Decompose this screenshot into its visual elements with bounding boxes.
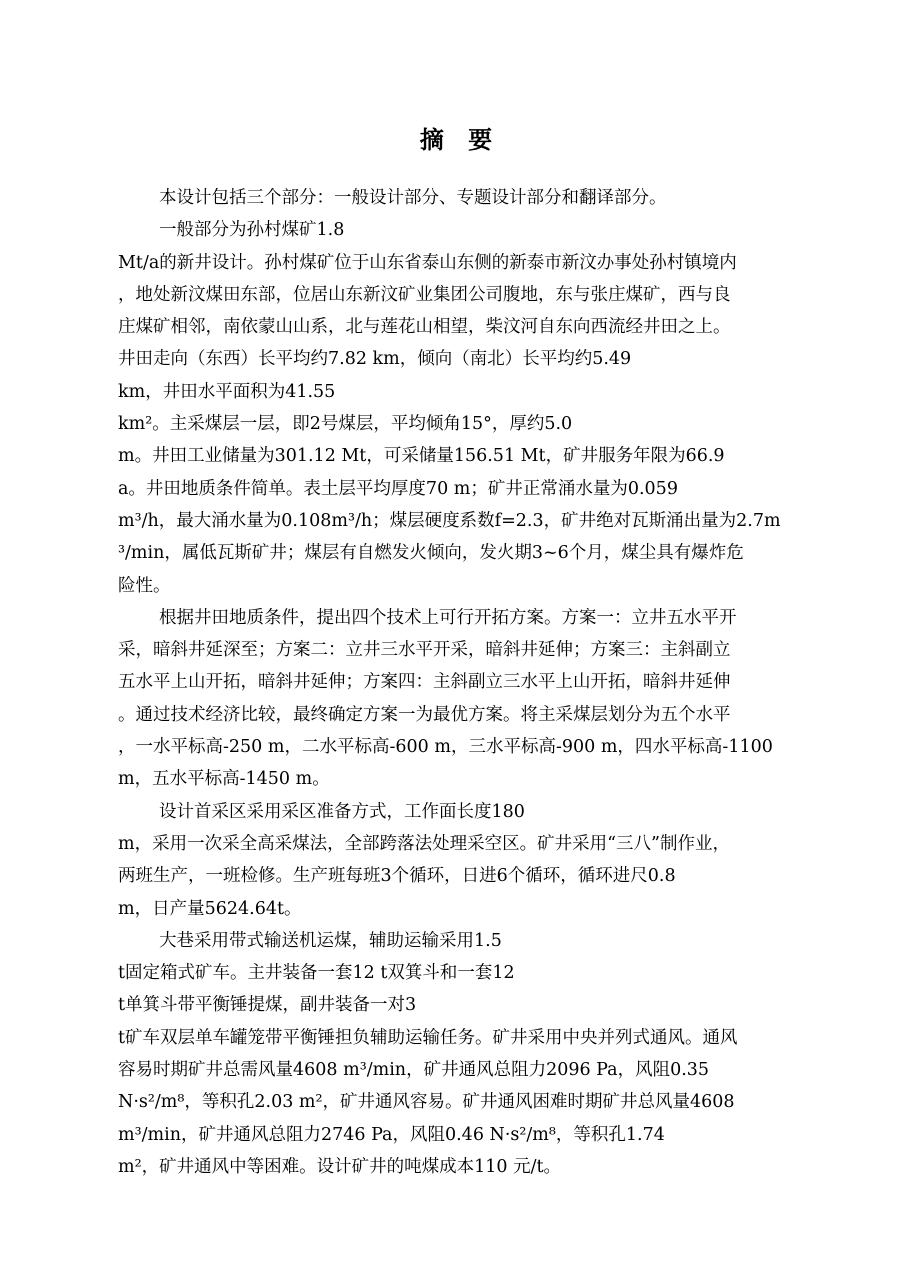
text-line: km²。主采煤层一层，即2号煤层，平均倾角15°，厚约5.0 bbox=[118, 414, 573, 435]
text-line: m，采用一次采全高采煤法，全部跨落法处理采空区。矿井采用“三八”制作业， bbox=[118, 833, 730, 854]
text-line: 一般部分为孙村煤矿1.8 bbox=[159, 220, 345, 241]
text-line: 险性。 bbox=[118, 575, 171, 596]
text-line: Mt/a的新井设计。孙村煤矿位于山东省泰山东侧的新泰市新汶办事处孙村镇境内 bbox=[118, 252, 737, 273]
text-line: 采，暗斜井延深至；方案二：立井三水平开采，暗斜井延伸；方案三：主斜副立 bbox=[118, 640, 731, 661]
text-line: t矿车双层单车罐笼带平衡锤担负辅助运输任务。矿井采用中央并列式通风。通风 bbox=[118, 1027, 738, 1048]
text-line: m³/h，最大涌水量为0.108m³/h；煤层硬度系数f=2.3，矿井绝对瓦斯涌出量为2.7m bbox=[118, 510, 781, 531]
text-line: m²，矿井通风中等困难。设计矿井的吨煤成本110 元/t。 bbox=[118, 1156, 562, 1177]
text-line: m，五水平标高-1450 m。 bbox=[118, 769, 330, 790]
text-line: ³/min，属低瓦斯矿井；煤层有自燃发火倾向，发火期3~6个月，煤尘具有爆炸危 bbox=[118, 543, 744, 564]
text-line: ，一水平标高-250 m，二水平标高-600 m，三水平标高-900 m，四水平标高-1100 bbox=[118, 737, 773, 758]
text-line: 。通过技术经济比较，最终确定方案一为最优方案。将主采煤层划分为五个水平 bbox=[118, 704, 731, 725]
text-line: m，日产量5624.64t。 bbox=[118, 898, 302, 919]
text-line: km，井田水平面积为41.55 bbox=[118, 381, 336, 402]
text-line: 设计首采区采用采区准备方式，工作面长度180 bbox=[159, 801, 525, 822]
text-line: m。井田工业储量为301.12 Mt，可采储量156.51 Mt，矿井服务年限为66.9 bbox=[118, 446, 725, 467]
text-line: 容易时期矿井总需风量4608 m³/min，矿井通风总阻力2096 Pa，风阻0.35 bbox=[118, 1060, 710, 1081]
text-line: 井田走向（东西）长平均约7.82 km，倾向（南北）长平均约5.49 bbox=[118, 349, 632, 370]
text-line: ，地处新汶煤田东部，位居山东新汶矿业集团公司腹地，东与张庄煤矿，西与良 bbox=[118, 284, 731, 305]
text-line: t单箕斗带平衡锤提煤，副井装备一对3 bbox=[118, 995, 417, 1016]
page-title: 摘 要 bbox=[419, 126, 501, 154]
text-line: a。井田地质条件简单。表土层平均厚度70 m；矿井正常涌水量为0.059 bbox=[118, 478, 678, 499]
text-line: 五水平上山开拓，暗斜井延伸；方案四：主斜副立三水平上山开拓，暗斜井延伸 bbox=[118, 672, 731, 693]
text-line: 本设计包括三个部分：一般设计部分、专题设计部分和翻译部分。 bbox=[159, 188, 667, 208]
text-line: 两班生产，一班检修。生产班每班3个循环，日进6个循环，循环进尺0.8 bbox=[118, 866, 676, 887]
text-line: m³/min，矿井通风总阻力2746 Pa，风阻0.46 N·s²/m⁸，等积孔1.74 bbox=[118, 1124, 665, 1145]
abstract-body bbox=[118, 182, 818, 1183]
text-line: 大巷采用带式输送机运煤，辅助运输采用1.5 bbox=[159, 930, 502, 951]
text-line: 根据井田地质条件，提出四个技术上可行开拓方案。方案一：立井五水平开 bbox=[159, 607, 737, 628]
text-line: N·s²/m⁸，等积孔2.03 m²，矿井通风容易。矿井通风困难时期矿井总风量4608 bbox=[118, 1092, 735, 1113]
text-line: t固定箱式矿车。主井装备一套12 t双箕斗和一套12 bbox=[118, 963, 515, 984]
text-line: 庄煤矿相邻，南依蒙山山系，北与莲花山相望，柴汶河自东向西流经井田之上。 bbox=[118, 317, 731, 338]
